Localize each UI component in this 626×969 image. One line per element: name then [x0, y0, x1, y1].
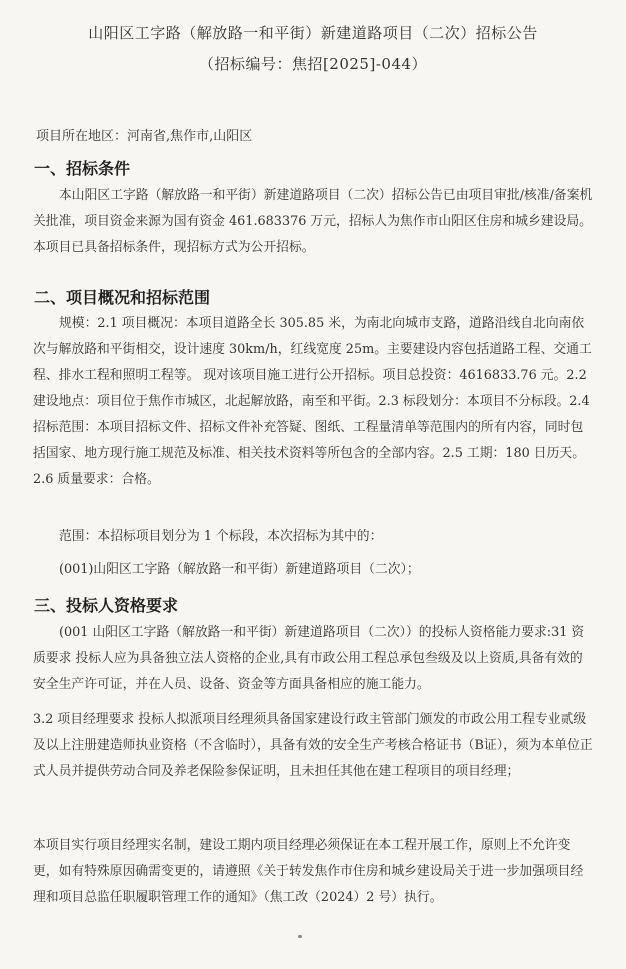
tender-conditions-paragraph: 本山阳区工字路（解放路一和平街）新建道路项目（二次）招标公告已由项目审批/核准/备案机关批准，项目资金来源为国有资金 461.683376 万元，招标人为焦作市山阳区住房和城乡建设局。本项目已具备招标条件，现招标方式为公开招标。: [33, 188, 593, 255]
document-title: 山阳区工字路（解放路一和平街）新建道路项目（二次）招标公告: [88, 24, 538, 42]
section-heading-project-overview: 二、项目概况和招标范围: [34, 288, 211, 307]
lot-item-paragraph: (001)山阳区工字路（解放路一和平街）新建道路项目（二次）；: [59, 562, 420, 577]
project-region: 项目所在地区：河南省,焦作市,山阳区: [36, 129, 253, 144]
section-heading-bidder-qualification: 三、投标人资格要求: [34, 596, 179, 615]
tender-number: （招标编号：焦招[2025]-044）: [198, 55, 428, 73]
tender-scope-paragraph: 范围：本招标项目划分为 1 个标段，本次招标为其中的：: [59, 529, 383, 544]
project-manager-realname-paragraph: 本项目实行项目经理实名制，建设工期内项目经理必须保证在本工程开展工作，原则上不允许变更，如有特殊原因确需变更的，请遵照《关于转发焦作市住房和城乡建设局关于进一步加强项目经理和项目总监任职履职管理工作的通知》（焦工改（2024）2 号）执行。: [33, 838, 584, 905]
project-overview-paragraph: 规模：2.1 项目概况：本项目道路全长 305.85 米，为南北向城市支路，道路沿线自北向南依次与解放路和平街相交，设计速度 30km/h，红线宽度 25m。主要建设内容包括道路工程、交通工程、排水工程和照明工程等。 现对该项目施工进行公开招标。项目总投资：4616833.76 元。2.2 建设地点：项目位于焦作市城区，北起解放路，南至和平街。2.3 标段划分：本项目不分标段。2.4 招标范围：本项目招标文件、招标文件补充答疑、图纸、工程量清单等范围内的所有内容，同时包括国家、地方现行施工规范及标准、相关技术资料等所包含的全部内容。2.5 工期：180 日历天。2.6 质量要求：合格。: [33, 316, 592, 487]
section-heading-tender-conditions: 一、招标条件: [34, 159, 131, 178]
project-manager-requirement-paragraph: 3.2 项目经理要求 投标人拟派项目经理须具备国家建设行政主管部门颁发的市政公用工程专业贰级及以上注册建造师执业资格（不含临时），具备有效的安全生产考核合格证书（B证），须为本单位正式人员并提供劳动合同及养老保险参保证明，且未担任其他在建工程项目的项目经理；: [33, 712, 593, 779]
scan-speck: [298, 935, 302, 938]
qualification-paragraph: (001 山阳区工字路（解放路一和平街）新建道路项目（二次））的投标人资格能力要求:31 资质要求 投标人应为具备独立法人资格的企业,具有市政公用工程总承包叁级及以上资质,具备有效的安全生产许可证，并在人员、设备、资金等方面具备相应的施工能力。: [33, 625, 585, 692]
